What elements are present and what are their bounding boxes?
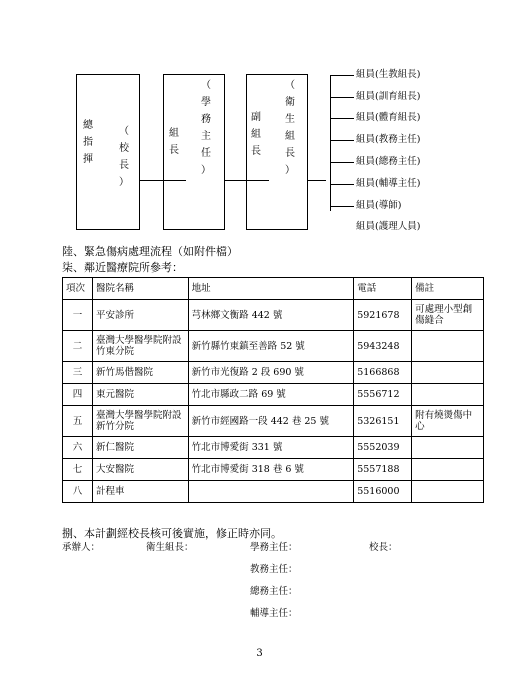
member-tick [330, 97, 354, 98]
table-cell-note: 附有燒燙傷中心 [412, 406, 484, 437]
table-cell-address: 新竹市經國路一段 442 巷 25 號 [188, 406, 354, 437]
table-cell-address: 新竹市光復路 2 段 690 號 [188, 362, 354, 384]
table-cell-address: 竹北市博愛街 331 號 [188, 437, 354, 459]
sig-general-affairs: 總務主任： [250, 586, 298, 597]
table-row [63, 459, 484, 481]
table-cell-idx: 二 [63, 331, 93, 362]
member-label: 組員(教務主任) [356, 134, 421, 145]
table-cell-note [412, 331, 484, 362]
member-tick [330, 75, 354, 76]
table-cell-phone: 5516000 [354, 481, 412, 503]
commander-title: 總 指 揮 [83, 120, 93, 165]
table-cell-name: 計程車 [92, 481, 188, 503]
sig-academic: 教務主任： [250, 564, 298, 575]
member-tick [330, 206, 354, 207]
member-label: 組員(輔導主任) [356, 178, 421, 189]
member-label: 組員(訓育組長) [356, 91, 421, 102]
table-row [63, 384, 484, 406]
sig-principal: 校長： [369, 542, 398, 553]
table-cell-phone: 5943248 [354, 331, 412, 362]
table-cell-address [188, 481, 354, 503]
table-cell-name: 平安診所 [92, 300, 188, 331]
section-6-heading: 陸、緊急傷病處理流程（如附件檔） [62, 245, 238, 258]
table-row [63, 331, 484, 362]
table-row [63, 300, 484, 331]
sig-student-affairs: 學務主任： [250, 542, 298, 553]
table-cell-idx: 五 [63, 406, 93, 437]
page-number: 3 [256, 648, 263, 659]
table-cell-address: 竹北市博愛街 318 巷 6 號 [188, 459, 354, 481]
table-header-row [63, 278, 484, 300]
group2-person: （ 衛 生 組 長 ） [285, 80, 295, 176]
member-label: 組員(導師) [356, 200, 402, 211]
member-label: 組員(護理人員) [356, 221, 421, 232]
group1-person: （ 學 務 主 任 ） [201, 80, 211, 176]
header-cell: 地址 [188, 278, 354, 300]
table-cell-note [412, 459, 484, 481]
table-cell-name: 大安醫院 [92, 459, 188, 481]
member-label: 組員(生教組長) [356, 69, 421, 80]
table-cell-note [412, 362, 484, 384]
header-cell: 備註 [412, 278, 484, 300]
table-cell-address: 芎林鄉文衡路 442 號 [188, 300, 354, 331]
connector-commander-group1 [140, 180, 186, 181]
member-label: 組員(體育組長) [356, 112, 421, 123]
hospital-table [62, 277, 484, 503]
member-tick [330, 118, 354, 119]
table-cell-note [412, 384, 484, 406]
connector-group2-members [308, 180, 326, 181]
header-cell: 醫院名稱 [92, 278, 188, 300]
sig-health-head: 衛生組長： [146, 542, 194, 553]
table-cell-note [412, 481, 484, 503]
group1-head: 組 長 [169, 128, 179, 156]
section-8-text: 捌、本計劃經校長核可後實施，修正時亦同。 [62, 527, 282, 540]
table-cell-address: 竹北市縣政二路 69 號 [188, 384, 354, 406]
member-label: 組員(總務主任) [356, 156, 421, 167]
table-row [63, 437, 484, 459]
table-cell-name: 臺灣大學醫學院附設竹東分院 [92, 331, 188, 362]
table-cell-idx: 三 [63, 362, 93, 384]
table-row [63, 406, 484, 437]
member-tick [330, 140, 354, 141]
commander-person: （ 校 長 ） [119, 126, 129, 188]
table-cell-name: 新仁醫院 [92, 437, 188, 459]
section-7-heading: 柒、鄰近醫療院所參考： [62, 261, 183, 274]
table-row [63, 362, 484, 384]
member-tick [330, 184, 354, 185]
table-cell-note: 可處理小型創傷縫合 [412, 300, 484, 331]
table-cell-idx: 六 [63, 437, 93, 459]
table-cell-idx: 七 [63, 459, 93, 481]
table-cell-name: 新竹馬偕醫院 [92, 362, 188, 384]
table-cell-phone: 5921678 [354, 300, 412, 331]
table-cell-phone: 5166868 [354, 362, 412, 384]
table-cell-idx: 四 [63, 384, 93, 406]
table-cell-phone: 5552039 [354, 437, 412, 459]
connector-group1-group2 [225, 180, 269, 181]
table-cell-name: 東元醫院 [92, 384, 188, 406]
table-cell-name: 臺灣大學醫學院附設新竹分院 [92, 406, 188, 437]
sig-undertaker: 承辦人： [62, 542, 101, 553]
table-row [63, 481, 484, 503]
sig-counseling: 輔導主任： [250, 608, 298, 619]
table-cell-idx: 八 [63, 481, 93, 503]
header-cell: 項次 [63, 278, 93, 300]
table-cell-phone: 5557188 [354, 459, 412, 481]
members-bracket [330, 75, 331, 211]
member-tick [330, 162, 354, 163]
table-cell-address: 新竹縣竹東鎮至善路 52 號 [188, 331, 354, 362]
group2-deputy: 副 組 長 [251, 112, 261, 157]
table-cell-phone: 5556712 [354, 384, 412, 406]
table-cell-idx: 一 [63, 300, 93, 331]
table-cell-phone: 5326151 [354, 406, 412, 437]
header-cell: 電話 [354, 278, 412, 300]
table-cell-note [412, 437, 484, 459]
